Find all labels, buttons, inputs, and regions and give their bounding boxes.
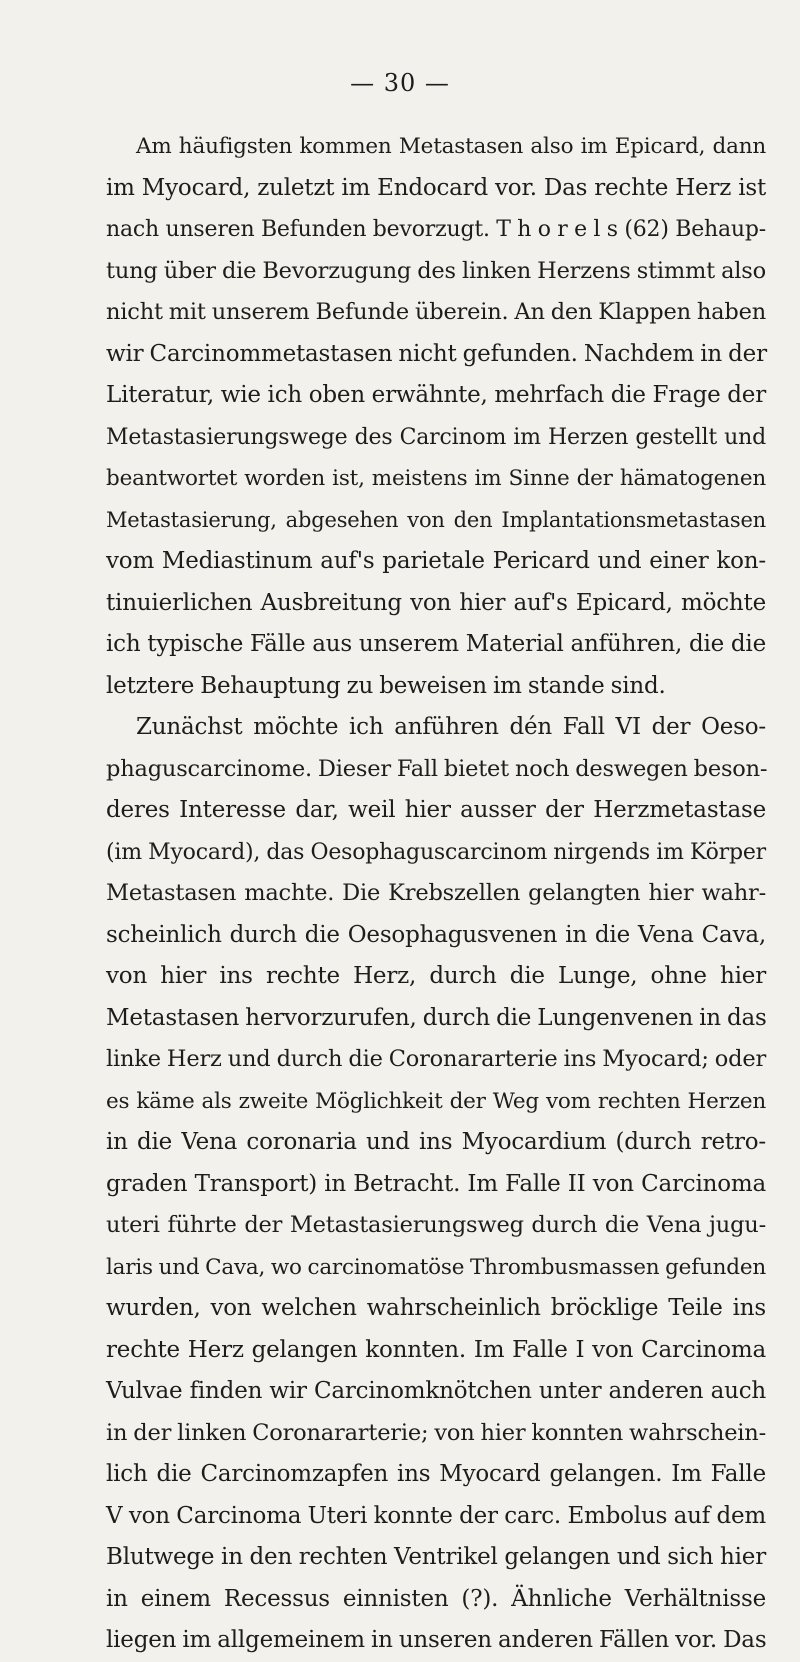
text-line: ich typische Fälle aus unserem Material anführen, die die xyxy=(106,631,766,657)
text-line: deres Interesse dar, weil hier ausser der Herzmetastase xyxy=(106,797,766,823)
text-line: graden Transport) in Betracht. Im Falle II von Carcinoma xyxy=(106,1170,766,1197)
text-line: letztere Behauptung zu beweisen im stande sind. xyxy=(106,672,666,699)
text-line: phaguscarcinome. Dieser Fall bietet noch deswegen beson- xyxy=(106,755,768,782)
text-line: wir Carcinommetastasen nicht gefunden. Nachdem in der xyxy=(106,340,767,367)
text-line: von hier ins rechte Herz, durch die Lunge, ohne hier xyxy=(106,963,766,989)
text-line: Am häufigsten kommen Metastasen also im Epicard, dann xyxy=(136,134,766,159)
text-line: scheinlich durch die Oesophagusvenen in die Vena Cava, xyxy=(106,921,766,948)
text-line: Metastasen machte. Die Krebszellen gelangten hier wahr- xyxy=(106,880,766,906)
text-line: Literatur, wie ich oben erwähnte, mehrfach die Frage der xyxy=(106,382,766,408)
text-line: Metastasen hervorzurufen, durch die Lungenvenen in das xyxy=(106,1004,767,1031)
text-line: Zunächst möchte ich anführen dén Fall VI der Oeso- xyxy=(136,714,766,740)
text-line: tinuierlichen Ausbreitung von hier auf's Epicard, möchte xyxy=(106,589,766,616)
text-line: Blutwege in den rechten Ventrikel gelangen und sich hier xyxy=(106,1544,766,1570)
text-line: Vulvae finden wir Carcinomknötchen unter anderen auch xyxy=(106,1378,766,1404)
text-line: wurden, von welchen wahrscheinlich bröcklige Teile ins xyxy=(106,1295,766,1321)
page-number: — 30 — xyxy=(350,69,450,97)
text-line: nach unseren Befunden bevorzugt. T h o r e l s (62) Behaup- xyxy=(106,217,766,242)
text-line: tung über die Bevorzugung des linken Herzens stimmt also xyxy=(106,257,766,284)
text-line: Metastasierung, abgesehen von den Implantationsmetastasen xyxy=(106,507,766,532)
text-line: Metastasierungswege des Carcinom im Herzen gestellt und xyxy=(106,424,766,450)
text-line: in einem Recessus einnisten (?). Ähnliche Verhältnisse xyxy=(106,1585,766,1612)
text-line: im Myocard, zuletzt im Endocard vor. Das rechte Herz ist xyxy=(106,174,766,201)
text-line: liegen im allgemeinem in unseren anderen Fällen vor. Das xyxy=(106,1627,767,1653)
text-line: in der linken Coronararterie; von hier konnten wahrschein- xyxy=(106,1419,766,1446)
text-line: in die Vena coronaria und ins Myocardium (durch retro- xyxy=(106,1129,766,1155)
text-line: (im Myocard), das Oesophaguscarcinom nirgends im Körper xyxy=(106,839,766,865)
text-line: rechte Herz gelangen konnten. Im Falle I von Carcinoma xyxy=(106,1336,766,1363)
body-text xyxy=(106,126,766,1662)
text-line: nicht mit unserem Befunde überein. An den Klappen haben xyxy=(106,299,766,325)
text-line: V von Carcinoma Uteri konnte der carc. Embolus auf dem xyxy=(106,1502,766,1529)
text-line: linke Herz und durch die Coronararterie ins Myocard; oder xyxy=(106,1046,766,1072)
text-line: beantwortet worden ist, meistens im Sinne der hämatogenen xyxy=(106,466,766,491)
text-line: es käme als zweite Möglichkeit der Weg vom rechten Herzen xyxy=(106,1088,766,1114)
text-line: vom Mediastinum auf's parietale Pericard und einer kon- xyxy=(106,548,766,574)
text-line: uteri führte der Metastasierungsweg durch die Vena jugu- xyxy=(106,1212,766,1238)
text-line: laris und Cava, wo carcinomatöse Thrombusmassen gefunden xyxy=(106,1254,766,1280)
text-line: lich die Carcinomzapfen ins Myocard gelangen. Im Falle xyxy=(106,1461,766,1487)
